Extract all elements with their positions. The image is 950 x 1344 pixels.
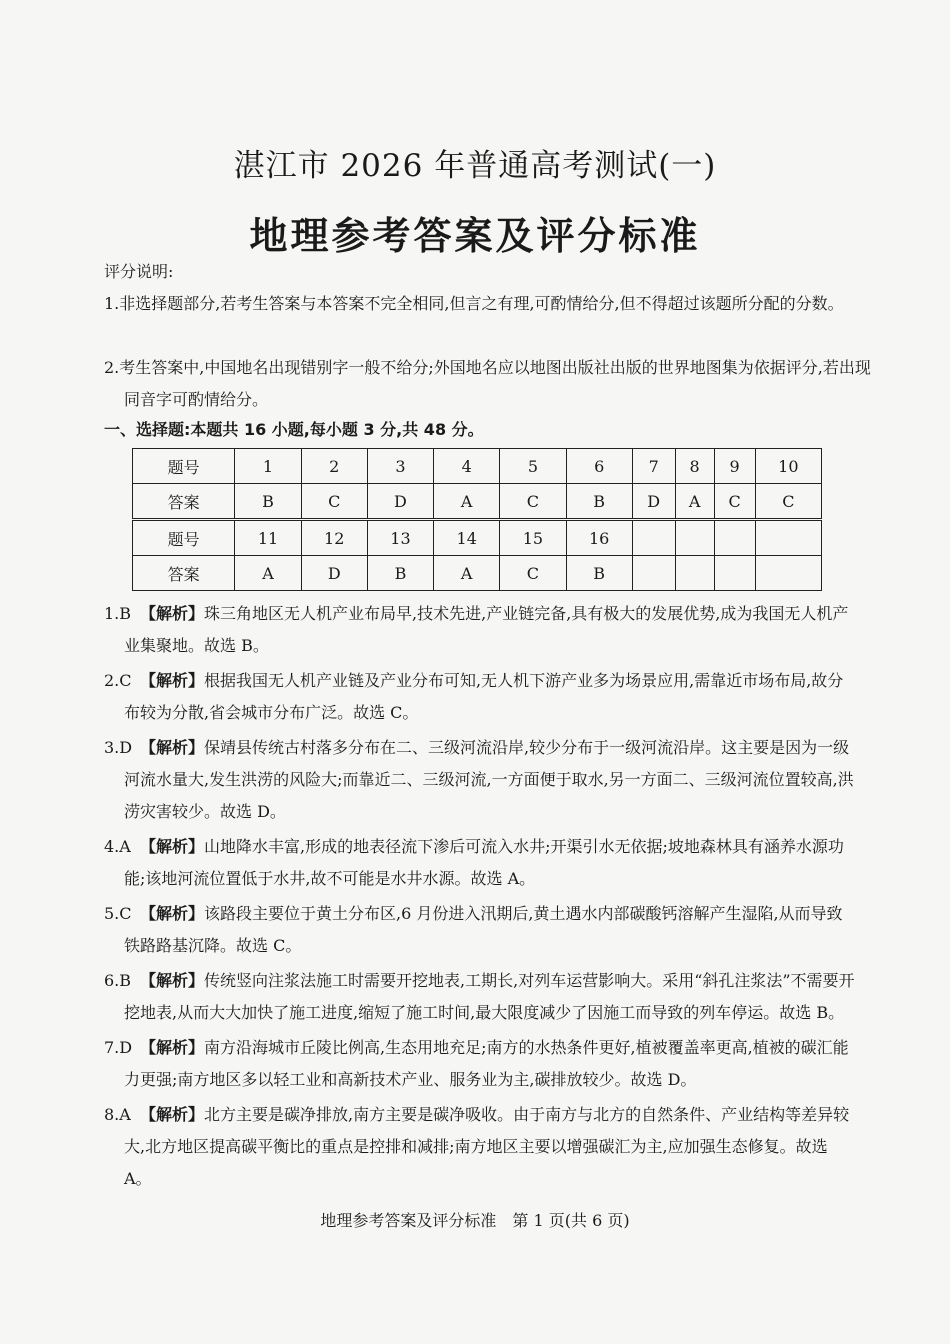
answer-cell xyxy=(675,556,714,591)
question-answer: 6.B xyxy=(104,971,132,990)
question-number-cell: 10 xyxy=(755,449,821,484)
question-number-cell: 2 xyxy=(301,449,367,484)
explanation-item xyxy=(104,965,856,1029)
analysis-tag: 【解析】 xyxy=(140,1105,205,1124)
question-answer: 7.D xyxy=(104,1038,133,1057)
question-number-cell: 9 xyxy=(714,449,755,484)
question-number-cell xyxy=(632,520,675,556)
question-number-cell xyxy=(714,520,755,556)
question-number-cell: 13 xyxy=(367,520,433,556)
question-number-cell: 8 xyxy=(675,449,714,484)
answer-cell: D xyxy=(367,484,433,520)
analysis-tag: 【解析】 xyxy=(140,904,205,923)
question-answer: 5.C xyxy=(104,904,132,923)
answer-cell xyxy=(714,556,755,591)
analysis-tag: 【解析】 xyxy=(140,837,205,856)
question-number-cell: 12 xyxy=(301,520,367,556)
question-number-cell: 3 xyxy=(367,449,433,484)
question-number-cell: 6 xyxy=(566,449,632,484)
explanation-item xyxy=(104,898,856,962)
question-number-cell xyxy=(675,520,714,556)
explanation-text: 山地降水丰富,形成的地表径流下渗后可流入水井;开渠引水无依据;坡地森林具有涵养水源功能;该地河流位置低于水井,故不可能是水井水源。故选 A。 xyxy=(124,837,844,888)
explanation-item xyxy=(104,1032,856,1096)
explanation-item xyxy=(104,1099,856,1195)
document-title: 地理参考答案及评分标准 xyxy=(249,214,701,258)
question-answer: 2.C xyxy=(104,671,132,690)
answer-cell: C xyxy=(500,484,566,520)
question-number-cell: 7 xyxy=(632,449,675,484)
question-answer: 3.D xyxy=(104,738,133,757)
answer-cell: C xyxy=(301,484,367,520)
question-number-cell: 11 xyxy=(235,520,301,556)
question-number-cell: 15 xyxy=(500,520,566,556)
answer-cell: B xyxy=(566,484,632,520)
explanation-item xyxy=(104,665,856,729)
row-header-cell: 题号 xyxy=(133,449,235,484)
exam-title: 湛江市 2026 年普通高考测试(一) xyxy=(233,148,717,184)
answer-cell: D xyxy=(301,556,367,591)
scoring-note-1: 1.非选择题部分,若考生答案与本答案不完全相同,但言之有理,可酌情给分,但不得超过该题所分配的分数。 xyxy=(104,294,844,313)
analysis-tag: 【解析】 xyxy=(140,604,205,623)
answer-cell: B xyxy=(566,556,632,591)
page-footer: 地理参考答案及评分标准 第 1 页(共 6 页) xyxy=(320,1211,630,1230)
explanation-item xyxy=(104,831,856,895)
answer-cell: A xyxy=(675,484,714,520)
row-header-cell: 答案 xyxy=(133,484,235,520)
analysis-tag: 【解析】 xyxy=(140,671,205,690)
question-number-cell: 16 xyxy=(566,520,632,556)
explanation-text: 保靖县传统古村落多分布在二、三级河流沿岸,较少分布于一级河流沿岸。这主要是因为一级河流水量大,发生洪涝的风险大;而靠近二、三级河流,一方面便于取水,另一方面二、三级河流位置较高,洪涝灾害较少。故选 D。 xyxy=(124,738,854,821)
question-number-cell xyxy=(755,520,821,556)
answer-row xyxy=(133,556,822,591)
explanation-item xyxy=(104,598,856,662)
answer-cell xyxy=(632,556,675,591)
answer-cell: A xyxy=(434,484,500,520)
row-header-cell: 题号 xyxy=(133,520,235,556)
answer-row xyxy=(133,484,822,520)
question-number-cell: 5 xyxy=(500,449,566,484)
explanation-text: 珠三角地区无人机产业布局早,技术先进,产业链完备,具有极大的发展优势,成为我国无人机产业集聚地。故选 B。 xyxy=(124,604,849,655)
answer-table xyxy=(132,448,822,591)
explanations-list xyxy=(104,598,856,1198)
question-number-cell: 4 xyxy=(434,449,500,484)
explanation-text: 根据我国无人机产业链及产业分布可知,无人机下游产业多为场景应用,需靠近市场布局,故分布较为分散,省会城市分布广泛。故选 C。 xyxy=(124,671,844,722)
analysis-tag: 【解析】 xyxy=(140,1038,205,1057)
answer-cell: B xyxy=(367,556,433,591)
explanation-text: 该路段主要位于黄土分布区,6 月份进入汛期后,黄土遇水内部碳酸钙溶解产生湿陷,从而导致铁路路基沉降。故选 C。 xyxy=(124,904,843,955)
question-answer: 4.A xyxy=(104,837,131,856)
question-number-row xyxy=(133,520,822,556)
answer-cell: C xyxy=(714,484,755,520)
explanation-text: 传统竖向注浆法施工时需要开挖地表,工期长,对列车运营影响大。采用“斜孔注浆法”不需要开挖地表,从而大大加快了施工进度,缩短了施工时间,最大限度减少了因施工而导致的列车停运。故选 B。 xyxy=(124,971,855,1022)
question-number-cell: 1 xyxy=(235,449,301,484)
answer-cell: D xyxy=(632,484,675,520)
answer-cell xyxy=(755,556,821,591)
explanation-item xyxy=(104,732,856,828)
row-header-cell: 答案 xyxy=(133,556,235,591)
analysis-tag: 【解析】 xyxy=(140,738,205,757)
explanation-text: 北方主要是碳净排放,南方主要是碳净吸收。由于南方与北方的自然条件、产业结构等差异较大,北方地区提高碳平衡比的重点是控排和减排;南方地区主要以增强碳汇为主,应加强生态修复。故选 A。 xyxy=(124,1105,850,1188)
answer-cell: A xyxy=(434,556,500,591)
scoring-note-2: 2.考生答案中,中国地名出现错别字一般不给分;外国地名应以地图出版社出版的世界地图集为依据评分,若出现同音字可酌情给分。 xyxy=(104,358,871,409)
explanation-text: 南方沿海城市丘陵比例高,生态用地充足;南方的水热条件更好,植被覆盖率更高,植被的碳汇能力更强;南方地区多以轻工业和高新技术产业、服务业为主,碳排放较少。故选 D。 xyxy=(124,1038,849,1089)
question-number-row xyxy=(133,449,822,484)
answer-cell: C xyxy=(755,484,821,520)
scoring-notes-label: 评分说明: xyxy=(104,262,174,281)
question-answer: 1.B xyxy=(104,604,132,623)
analysis-tag: 【解析】 xyxy=(140,971,205,990)
question-answer: 8.A xyxy=(104,1105,131,1124)
answer-cell: B xyxy=(235,484,301,520)
answer-cell: A xyxy=(235,556,301,591)
section-heading: 一、选择题:本题共 16 小题,每小题 3 分,共 48 分。 xyxy=(104,420,484,439)
question-number-cell: 14 xyxy=(434,520,500,556)
answer-cell: C xyxy=(500,556,566,591)
